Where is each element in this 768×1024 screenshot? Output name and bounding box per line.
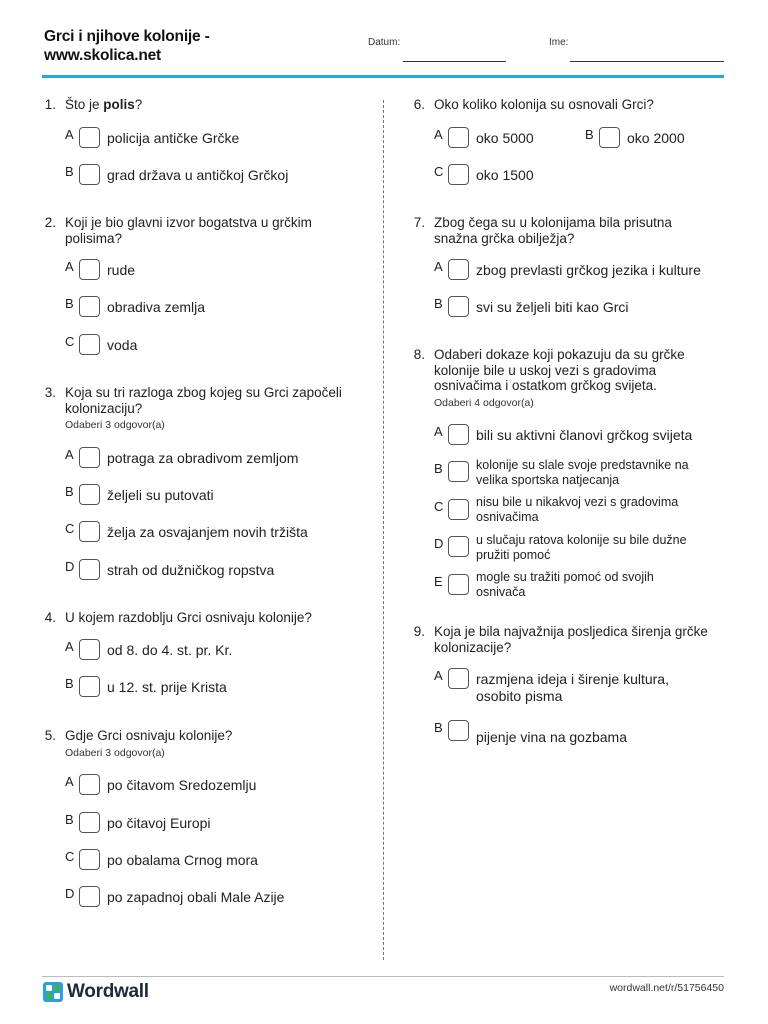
option-text: potraga za obradivom zemljom <box>107 450 299 466</box>
question-number: 4. <box>44 610 56 625</box>
answer-checkbox[interactable] <box>448 424 469 445</box>
option-letter: D <box>65 886 75 901</box>
option-text: u slučaju ratova kolonije su bile dužne pružiti pomoć <box>476 533 687 562</box>
answer-checkbox[interactable] <box>79 774 100 795</box>
answer-count-hint: Odaberi 3 odgovor(a) <box>65 747 165 759</box>
option-text: svi su željeli biti kao Grci <box>476 299 629 315</box>
answer-checkbox[interactable] <box>79 849 100 870</box>
option-letter: B <box>434 720 443 735</box>
option-letter: D <box>65 559 75 574</box>
question-number: 3. <box>44 385 56 400</box>
option-text: kolonije su slale svoje predstavnike na velika sportska natjecanja <box>476 458 689 487</box>
answer-checkbox[interactable] <box>79 296 100 317</box>
option-text: od 8. do 4. st. pr. Kr. <box>107 642 233 658</box>
option-letter: A <box>434 127 443 142</box>
name-field[interactable] <box>570 61 724 62</box>
question-number: 1. <box>44 97 56 112</box>
wordwall-logo-text: Wordwall <box>67 981 149 1002</box>
answer-checkbox[interactable] <box>448 668 469 689</box>
option-letter: B <box>65 164 74 179</box>
option-letter: E <box>434 574 443 589</box>
question-text: Gdje Grci osnivaju kolonije? <box>65 728 233 743</box>
question-text: Odaberi dokaze koji pokazuju da su grčke kolonije bile u uskoj vezi s gradovima osnivačima i ostatkom grčkog svijeta. <box>434 347 685 393</box>
footer-divider <box>42 976 724 977</box>
answer-count-hint: Odaberi 3 odgovor(a) <box>65 419 165 431</box>
option-letter: A <box>434 424 443 439</box>
answer-checkbox[interactable] <box>79 484 100 505</box>
answer-checkbox[interactable] <box>79 639 100 660</box>
answer-count-hint: Odaberi 4 odgovor(a) <box>434 397 534 409</box>
option-letter: A <box>65 639 74 654</box>
option-letter: B <box>434 461 443 476</box>
option-text: zbog prevlasti grčkog jezika i kulture <box>476 262 701 278</box>
date-label: Datum: <box>368 37 401 48</box>
answer-checkbox[interactable] <box>448 296 469 317</box>
wordwall-logo-icon <box>43 982 63 1002</box>
question-number: 7. <box>413 215 425 230</box>
option-text: voda <box>107 337 138 353</box>
answer-checkbox[interactable] <box>79 259 100 280</box>
option-text: obradiva zemlja <box>107 299 206 315</box>
date-field[interactable] <box>403 61 506 62</box>
option-letter: B <box>65 812 74 827</box>
option-letter: D <box>434 536 444 551</box>
option-letter: B <box>65 296 74 311</box>
answer-checkbox[interactable] <box>448 574 469 595</box>
question-text: Koji je bio glavni izvor bogatstva u grčkim polisima? <box>65 215 312 246</box>
option-text: policija antičke Grčke <box>107 130 240 146</box>
option-text: mogle su tražiti pomoć od svojih osnivača <box>476 570 654 599</box>
option-text: oko 5000 <box>476 130 534 146</box>
answer-checkbox[interactable] <box>79 521 100 542</box>
footer-url[interactable]: wordwall.net/r/51756450 <box>609 982 724 994</box>
option-text: grad država u antičkoj Grčkoj <box>107 167 289 183</box>
option-text: strah od dužničkog ropstva <box>107 562 275 578</box>
answer-checkbox[interactable] <box>79 812 100 833</box>
option-letter: B <box>65 676 74 691</box>
option-letter: A <box>434 259 443 274</box>
answer-checkbox[interactable] <box>79 676 100 697</box>
option-text: po čitavoj Europi <box>107 815 211 831</box>
question-text: Zbog čega su u kolonijama bila prisutna snažna grčka obilježja? <box>434 215 672 246</box>
answer-checkbox[interactable] <box>448 461 469 482</box>
answer-checkbox[interactable] <box>448 720 469 741</box>
option-letter: B <box>65 484 74 499</box>
option-text: bili su aktivni članovi grčkog svijeta <box>476 427 693 443</box>
answer-checkbox[interactable] <box>79 334 100 355</box>
question-number: 5. <box>44 728 56 743</box>
answer-checkbox[interactable] <box>599 127 620 148</box>
option-text: želja za osvajanjem novih tržišta <box>107 524 308 540</box>
answer-checkbox[interactable] <box>448 164 469 185</box>
question-number: 6. <box>413 97 425 112</box>
question-text: U kojem razdoblju Grci osnivaju kolonije? <box>65 610 312 625</box>
option-text: u 12. st. prije Krista <box>107 679 227 695</box>
answer-checkbox[interactable] <box>79 164 100 185</box>
option-letter: C <box>65 521 75 536</box>
wordwall-logo[interactable] <box>43 982 149 1002</box>
answer-checkbox[interactable] <box>79 447 100 468</box>
option-text: po obalama Crnog mora <box>107 852 258 868</box>
option-text: po zapadnoj obali Male Azije <box>107 889 285 905</box>
answer-checkbox[interactable] <box>448 499 469 520</box>
option-letter: C <box>65 849 75 864</box>
option-text: pijenje vina na gozbama <box>476 729 627 745</box>
question-number: 9. <box>413 624 425 639</box>
option-text: nisu bile u nikakvoj vezi s gradovima osnivačima <box>476 495 679 524</box>
option-text: rude <box>107 262 136 278</box>
option-text: razmjena ideja i širenje kultura, osobito pisma <box>476 671 669 704</box>
column-divider <box>383 100 384 960</box>
option-letter: A <box>65 774 74 789</box>
answer-checkbox[interactable] <box>79 127 100 148</box>
question-number: 8. <box>413 347 425 362</box>
option-letter: C <box>434 164 444 179</box>
question-text: Koja su tri razloga zbog kojeg su Grci započeli kolonizaciju? <box>65 385 342 416</box>
header-accent-bar <box>42 75 724 78</box>
option-text: oko 2000 <box>627 130 685 146</box>
option-text: po čitavom Sredozemlju <box>107 777 257 793</box>
option-letter: B <box>585 127 594 142</box>
answer-checkbox[interactable] <box>448 127 469 148</box>
option-letter: A <box>65 127 74 142</box>
question-number: 2. <box>44 215 56 230</box>
option-letter: C <box>434 499 444 514</box>
option-letter: A <box>65 447 74 462</box>
question-text: Što je polis? <box>65 97 143 112</box>
answer-checkbox[interactable] <box>79 886 100 907</box>
option-letter: A <box>65 259 74 274</box>
question-text: Koja je bila najvažnija posljedica širenja grčke kolonizacije? <box>434 624 708 655</box>
option-letter: C <box>65 334 75 349</box>
option-text: oko 1500 <box>476 167 534 183</box>
option-letter: B <box>434 296 443 311</box>
question-text: Oko koliko kolonija su osnovali Grci? <box>434 97 654 112</box>
answer-checkbox[interactable] <box>448 259 469 280</box>
answer-checkbox[interactable] <box>79 559 100 580</box>
worksheet-title: Grci i njihove kolonije - www.skolica.net <box>44 28 210 64</box>
answer-checkbox[interactable] <box>448 536 469 557</box>
option-letter: A <box>434 668 443 683</box>
name-label: Ime: <box>549 37 569 48</box>
option-text: željeli su putovati <box>107 487 214 503</box>
